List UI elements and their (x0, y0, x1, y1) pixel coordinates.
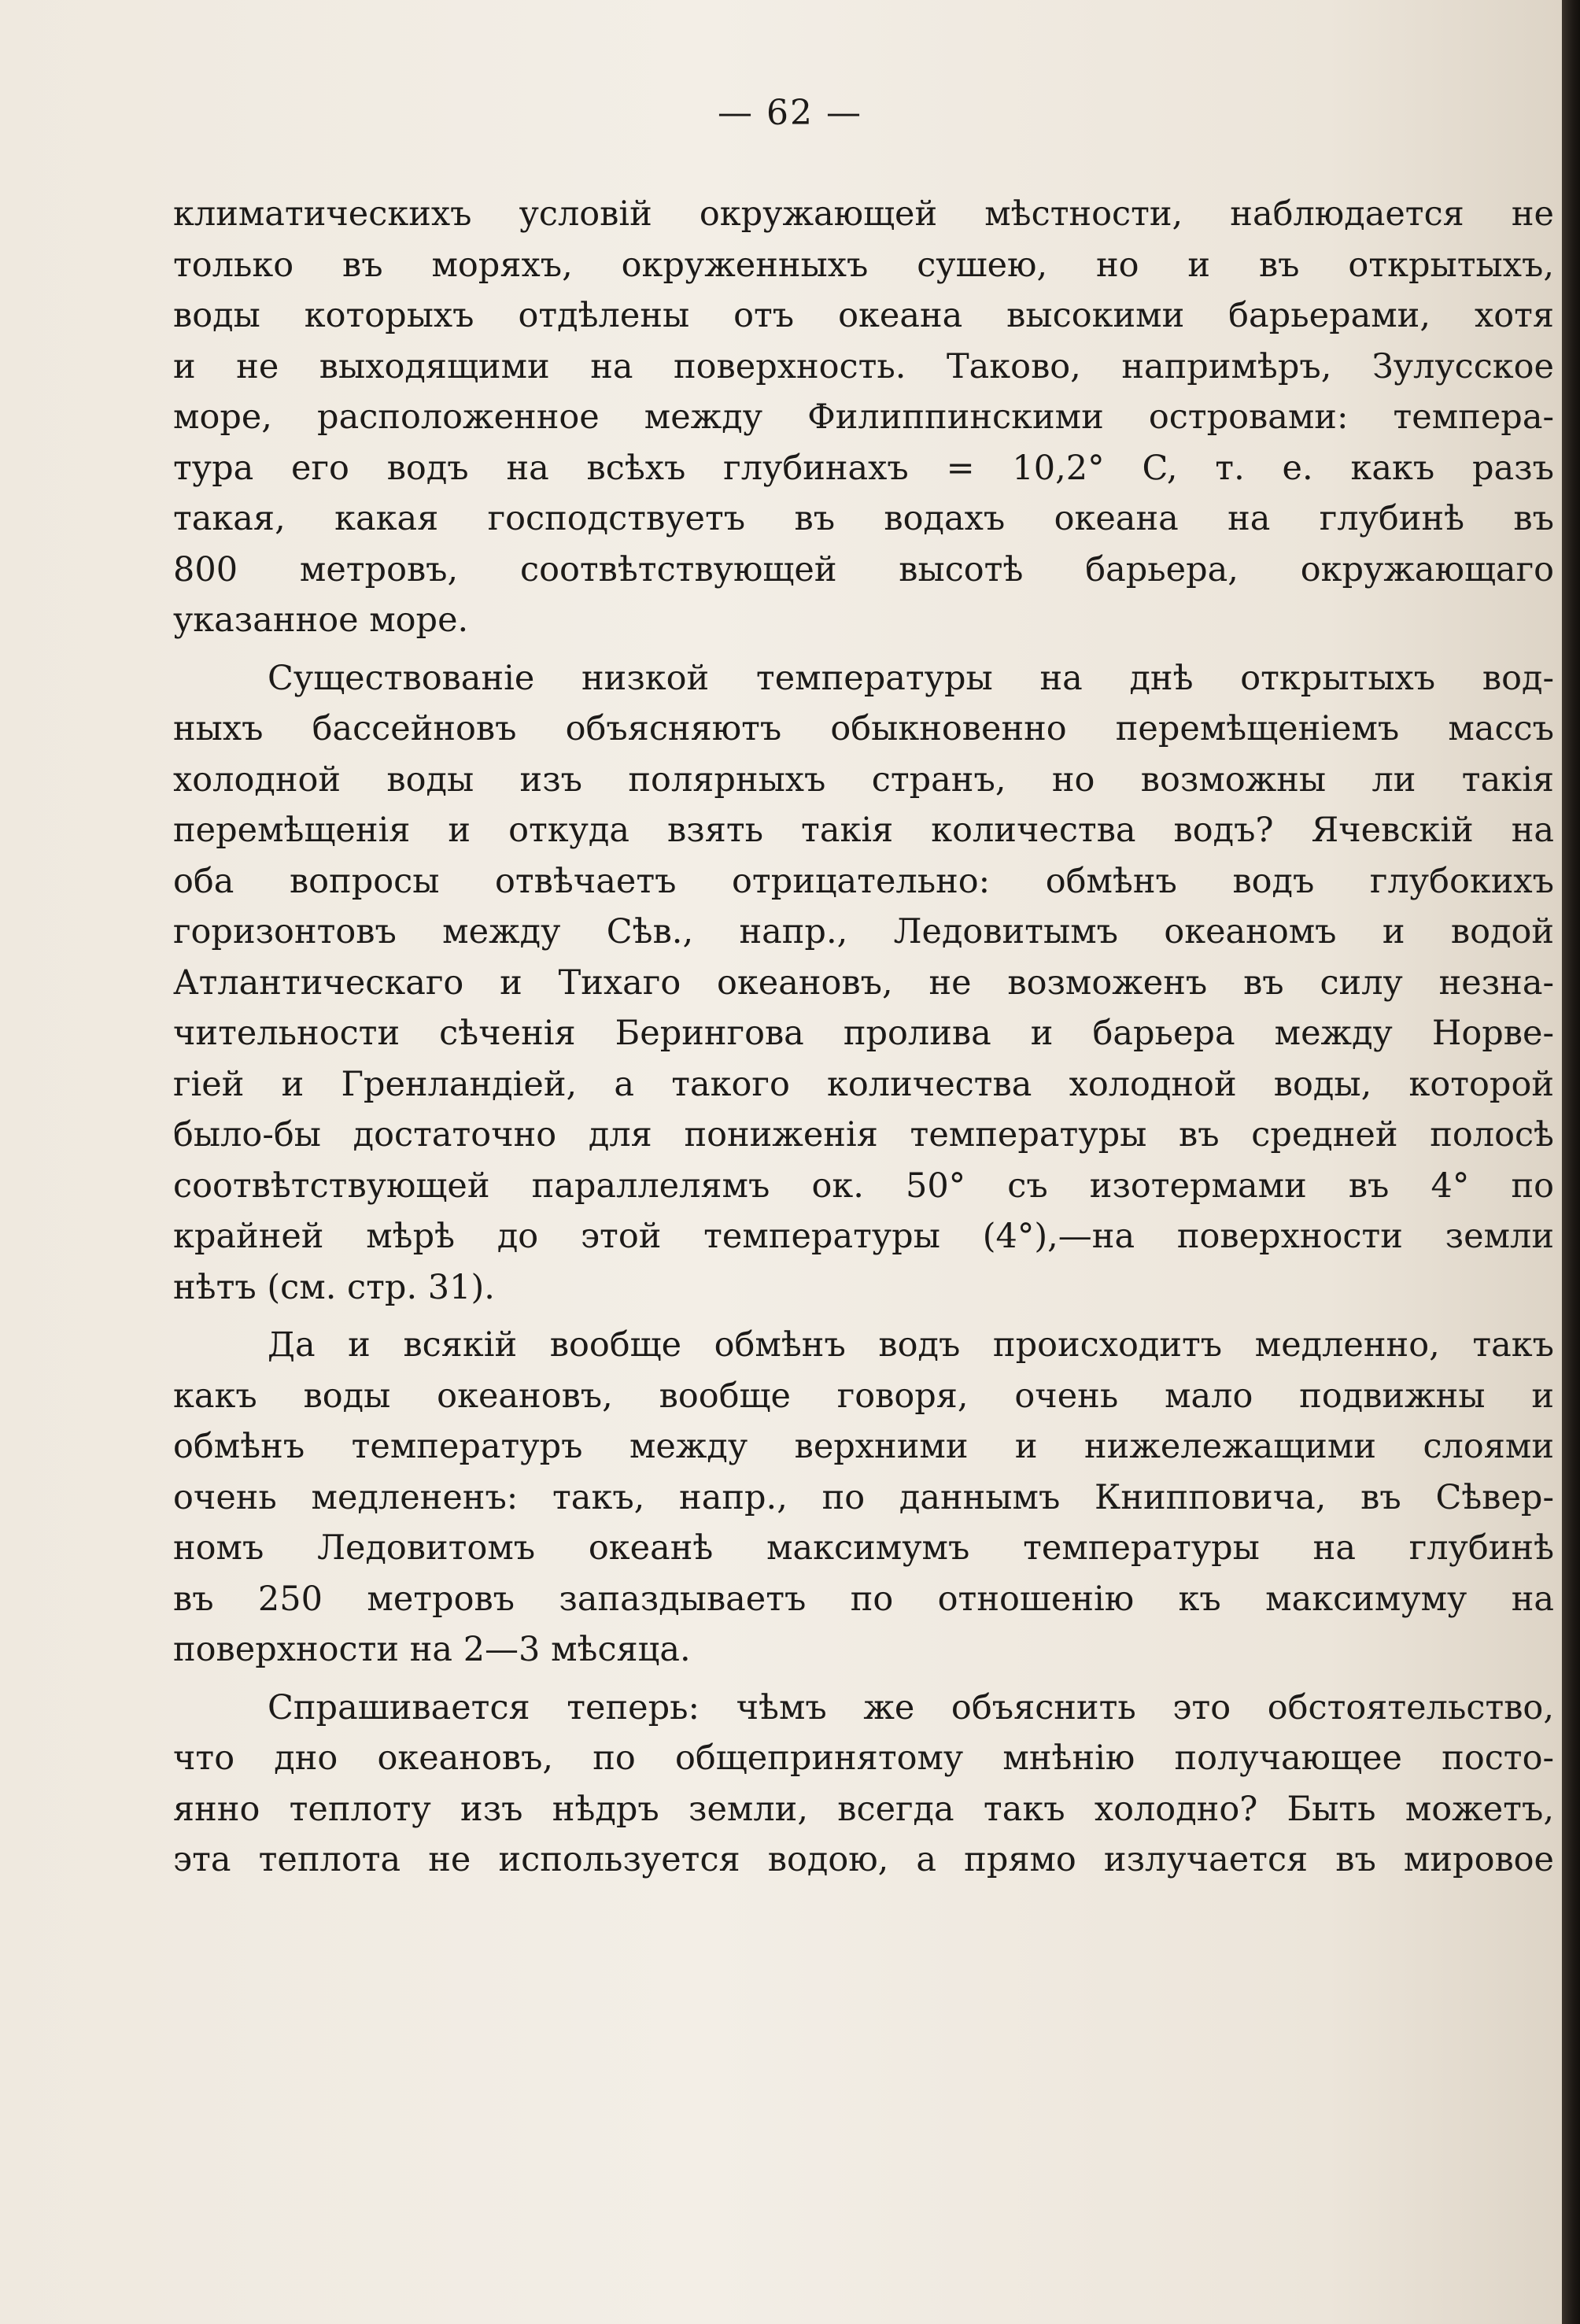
text-line: Спрашивается теперь: чѣмъ же объяснить это обстоятельство, (268, 1687, 1554, 1727)
text-line: Существованіе низкой температуры на днѣ открытыхъ вод- (268, 658, 1554, 698)
text-line: воды которыхъ отдѣлены отъ океана высокими барьерами, хотя (173, 296, 1554, 335)
text-line: что дно океановъ, по общепринятому мнѣнію получающее посто- (173, 1738, 1554, 1778)
text-line: янно теплоту изъ нѣдръ земли, всегда такъ холодно? Быть можетъ, (173, 1789, 1554, 1829)
text-line: холодной воды изъ полярныхъ странъ, но возможны ли такія (173, 759, 1554, 800)
text-line: только въ моряхъ, окруженныхъ сушею, но и въ открытыхъ, (173, 245, 1554, 285)
text-line: было-бы достаточно для пониженія температуры въ средней полосѣ (173, 1115, 1554, 1155)
text-line: Да и всякій вообще обмѣнъ водъ происходитъ медленно, такъ (268, 1325, 1554, 1365)
text-line: 800 метровъ, соотвѣтствующей высотѣ барьера, окружающаго (173, 549, 1554, 589)
paragraph (173, 189, 1554, 646)
text-line: тура его водъ на всѣхъ глубинахъ = 10,2° C, т. е. какъ разъ (173, 448, 1554, 488)
text-line: чительности сѣченія Берингова пролива и барьера между Норве- (173, 1014, 1554, 1053)
text-line: нѣтъ (см. стр. 31). (173, 1267, 495, 1307)
text-line: указанное море. (173, 600, 469, 640)
paragraph (173, 1683, 1554, 1886)
text-line: какъ воды океановъ, вообще говоря, очень мало подвижны и (173, 1376, 1554, 1416)
body-text (173, 189, 1554, 1886)
text-line: ныхъ бассейновъ объясняютъ обыкновенно перемѣщеніемъ массъ (173, 709, 1554, 748)
text-line: очень медлененъ: такъ, напр., по даннымъ Книпповича, въ Сѣвер- (173, 1477, 1554, 1517)
paragraph (173, 1320, 1554, 1676)
text-line: поверхности на 2—3 мѣсяца. (173, 1630, 691, 1669)
text-line: море, расположенное между Филиппинскими островами: темпера- (173, 397, 1554, 437)
text-line: въ 250 метровъ запаздываетъ по отношенію къ максимуму на (173, 1579, 1554, 1619)
page-number: — 62 — (718, 93, 862, 133)
text-line: эта теплота не используется водою, а прямо излучается въ мировое (173, 1840, 1554, 1879)
text-line: климатическихъ условій окружающей мѣстности, наблюдается не (173, 194, 1554, 234)
text-line: перемѣщенія и откуда взять такія количества водъ? Ячевскій на (173, 811, 1554, 850)
text-line: Атлантическаго и Тихаго океановъ, не возможенъ въ силу незна- (173, 962, 1554, 1003)
text-line: обмѣнъ температуръ между верхними и нижележащими слоями (173, 1427, 1554, 1466)
text-line: горизонтовъ между Сѣв., напр., Ледовитымъ океаномъ и водой (173, 912, 1554, 951)
page-edge-shadow (1562, 0, 1580, 2324)
text-line: и не выходящими на поверхность. Таково, напримѣръ, Зулусское (173, 346, 1554, 386)
text-line: номъ Ледовитомъ океанѣ максимумъ температуры на глубинѣ (173, 1528, 1554, 1568)
text-line: оба вопросы отвѣчаетъ отрицательно: обмѣнъ водъ глубокихъ (173, 861, 1554, 901)
paragraph (173, 653, 1554, 1313)
text-line: соотвѣтствующей параллелямъ ок. 50° съ изотермами въ 4° по (173, 1166, 1554, 1206)
text-line: гіей и Гренландіей, а такого количества холодной воды, которой (173, 1064, 1554, 1104)
text-line: крайней мѣрѣ до этой температуры (4°),—на поверхности земли (173, 1217, 1554, 1256)
text-line: такая, какая господствуетъ въ водахъ океана на глубинѣ въ (173, 499, 1554, 538)
